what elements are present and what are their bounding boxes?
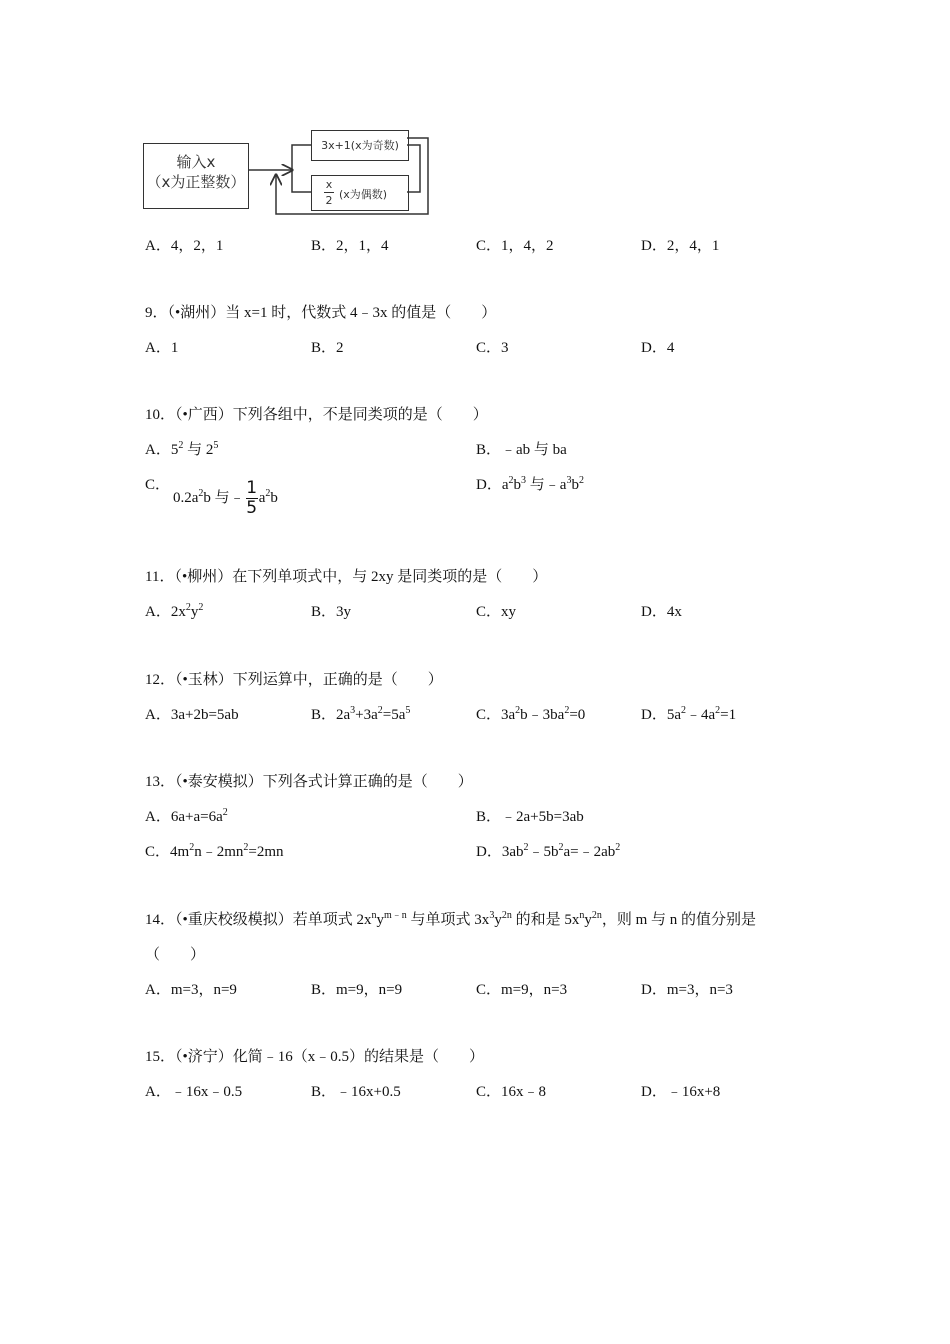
q12-option-c: C．$3a^2b﹣3ba^2=0$ — [476, 705, 586, 723]
q10-c-fraction: $\frac{1}{5}$ — [246, 478, 258, 519]
q13-option-c: C．$4m^2n﹣2mn^2=2mn$ — [145, 842, 284, 860]
q14-option-a: A．m=3，n=9 — [145, 982, 237, 998]
q9-option-a: A．1 — [145, 340, 179, 356]
q9-stem: 9．（•湖州）当 x=1 时，代数式 4﹣3x 的值是（ ） — [145, 305, 497, 321]
q12-option-b: B．$2a^3+3a^2=5a^5$ — [311, 705, 411, 723]
odd-box: 3x+1(x为奇数) — [311, 130, 409, 161]
q13-option-b: B．﹣2a+5b=3ab — [476, 809, 584, 825]
flowchart-arrows — [0, 0, 950, 260]
q14-stem-line2: （ ） — [145, 947, 206, 963]
q8-option-b: B．2，1，4 — [311, 238, 389, 254]
q12-option-a: A．3a+2b=5ab — [145, 707, 239, 723]
q8-option-d: D．2，4，1 — [641, 238, 720, 254]
q14-stem: 14．（•重庆校级模拟）若单项式 $2x^ny^{m﹣n}$ 与单项式 $3x^3y^{2n}$ 的和是 $5x^ny^{2n}$，则 m 与 n 的值分别是 — [145, 910, 756, 928]
q15-option-c: C．16x﹣8 — [476, 1084, 547, 1100]
q15-option-b: B．﹣16x+0.5 — [311, 1084, 401, 1100]
q8-option-c: C．1，4，2 — [476, 238, 554, 254]
q13-option-a: A．$6a+a=6a^2$ — [145, 807, 228, 825]
q11-option-a: A．$2x^2y^2$ — [145, 602, 204, 620]
q12-option-d: D．$5a^2﹣4a^2=1$ — [641, 705, 737, 723]
even-label: (x为偶数) — [339, 188, 388, 201]
q10-stem: 10．（•广西）下列各组中，不是同类项的是（ ） — [145, 407, 488, 423]
q11-stem: 11．（•柳州）在下列单项式中，与 2xy 是同类项的是（ ） — [145, 569, 548, 585]
even-fraction-denominator: 2 — [325, 194, 333, 207]
input-line1: 输入x — [176, 153, 216, 171]
q14-option-b: B．m=9，n=9 — [311, 982, 403, 998]
q12-stem: 12．（•玉林）下列运算中，正确的是（ ） — [145, 672, 443, 688]
q13-stem: 13．（•泰安模拟）下列各式计算正确的是（ ） — [145, 774, 473, 790]
q14-option-c: C．m=9，n=3 — [476, 982, 568, 998]
q9-option-d: D．4 — [641, 340, 675, 356]
q15-option-d: D．﹣16x+8 — [641, 1084, 721, 1100]
input-line2: （x为正整数） — [146, 173, 246, 191]
q10-option-b: B．﹣ab 与 ba — [476, 442, 567, 458]
q11-option-d: D．4x — [641, 604, 682, 620]
q10-option-d: D．$a^2b^3$ 与$﹣a^3b^2$ — [476, 475, 584, 493]
q10-option-c-label: C． — [145, 477, 171, 493]
q8-option-a: A．4，2，1 — [145, 238, 224, 254]
q13-option-d: D．$3ab^2﹣5b^2a=﹣2ab^2$ — [476, 842, 621, 860]
q11-option-c: C．xy — [476, 604, 517, 620]
q11-option-b: B．3y — [311, 604, 352, 620]
q14-option-d: D．m=3，n=3 — [641, 982, 733, 998]
q15-option-a: A．﹣16x﹣0.5 — [145, 1084, 243, 1100]
q10-option-a: A．$5^2$ 与 $2^5$ — [145, 440, 219, 458]
even-fraction-numerator: x — [325, 178, 333, 191]
q10-option-c: $0.2a^2b$ 与﹣ $\frac{1}{5}$ $a^2b$ — [173, 478, 278, 519]
q9-option-b: B．2 — [311, 340, 344, 356]
q9-option-c: C．3 — [476, 340, 509, 356]
q15-stem: 15．（•济宁）化简﹣16（x﹣0.5）的结果是（ ） — [145, 1049, 485, 1065]
